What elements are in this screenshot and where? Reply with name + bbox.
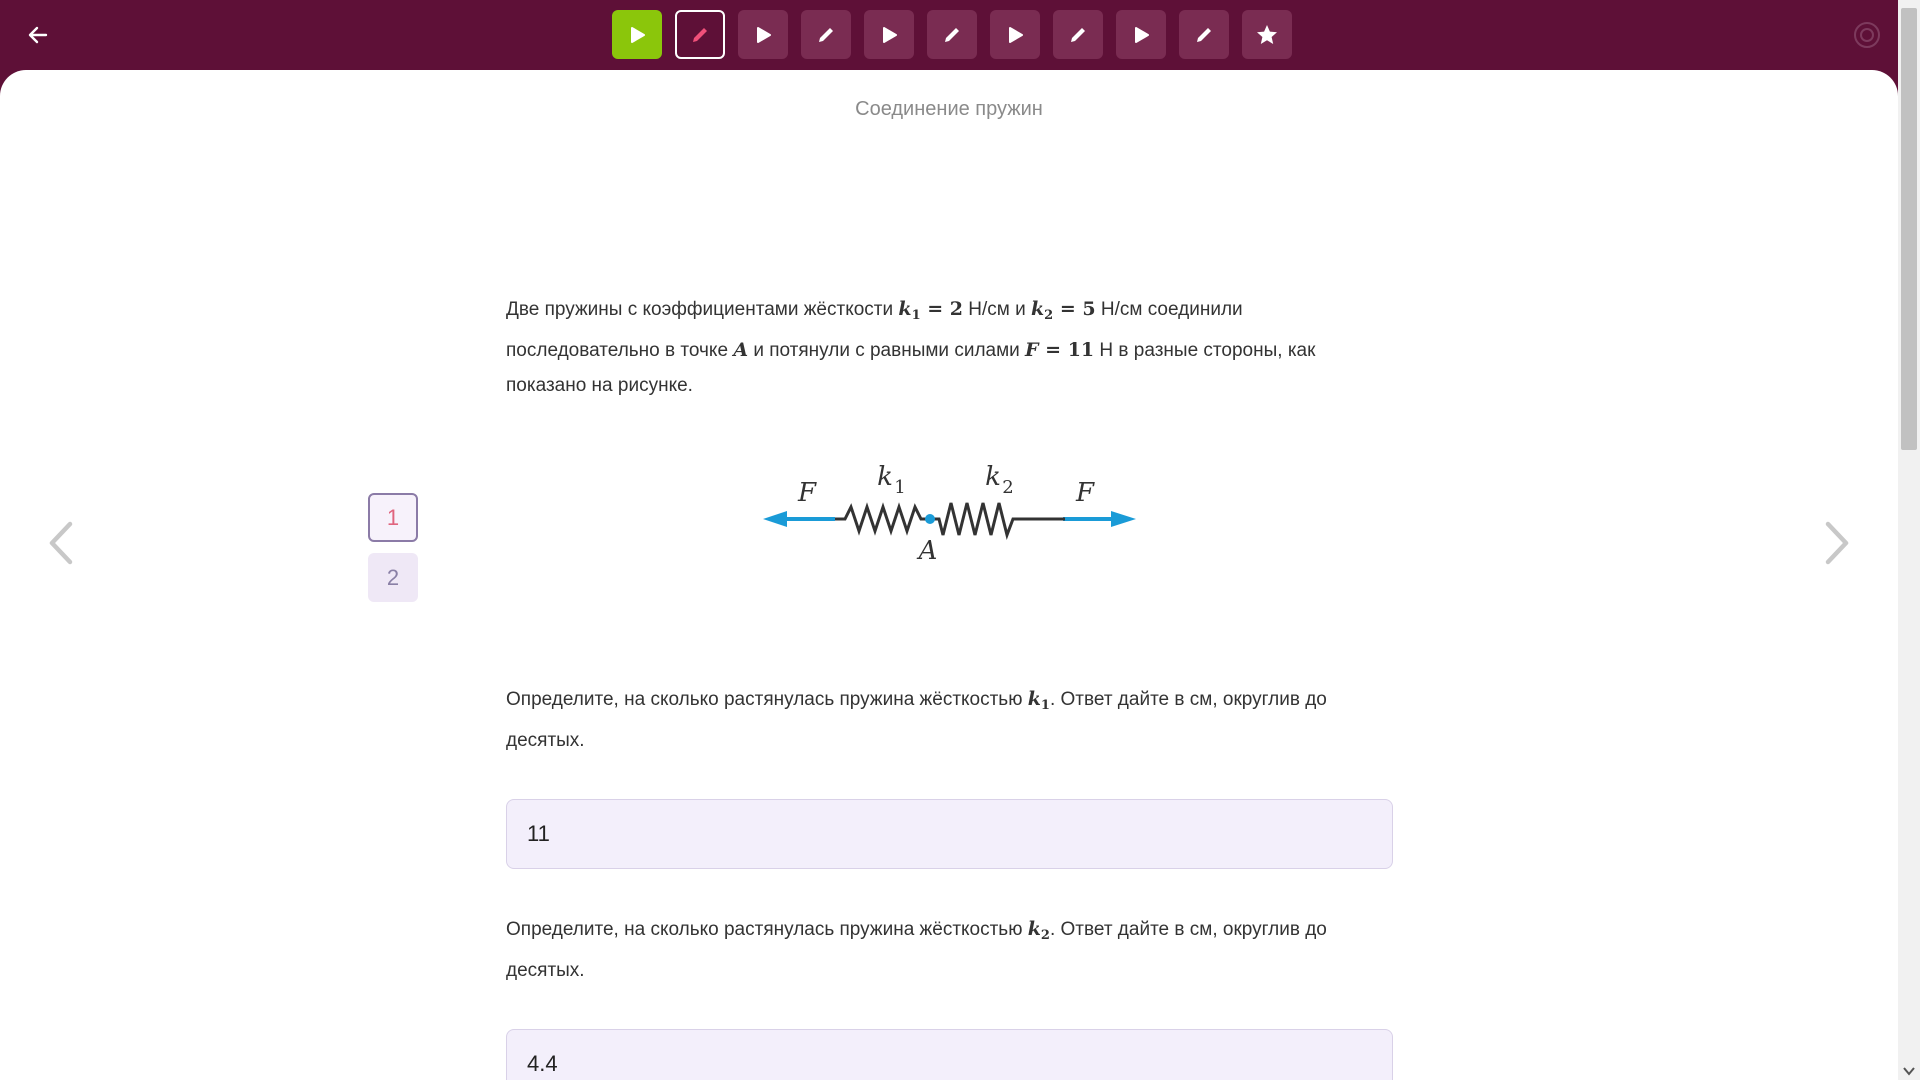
step-6-exercise[interactable] (927, 10, 977, 59)
spring-label-k1: k (877, 462, 893, 492)
play-icon (879, 25, 899, 45)
play-icon (753, 25, 773, 45)
play-icon (1131, 25, 1151, 45)
springs-diagram (755, 455, 1145, 575)
star-icon (1255, 23, 1279, 47)
force-label-right: F (1075, 478, 1095, 508)
point-label-a: A (918, 536, 938, 566)
answer-input-1[interactable]: 11 (506, 799, 1393, 869)
spring-label-k1-sub: 1 (894, 477, 906, 498)
previous-task-button[interactable] (42, 518, 82, 568)
pencil-icon (1193, 24, 1215, 46)
play-icon (627, 25, 647, 45)
step-10-exercise[interactable] (1179, 10, 1229, 59)
pencil-icon (689, 24, 711, 46)
step-7-video[interactable] (990, 10, 1040, 59)
arrow-left-icon (26, 23, 50, 47)
pencil-icon (1067, 24, 1089, 46)
chevron-left-icon (42, 518, 82, 568)
play-icon (1005, 25, 1025, 45)
page-scrollbar[interactable] (1898, 0, 1920, 1080)
lesson-content (0, 70, 1898, 1080)
scrollbar-thumb[interactable] (1901, 8, 1917, 450)
step-2-exercise[interactable] (675, 10, 725, 59)
step-3-video[interactable] (738, 10, 788, 59)
right-arrow-head (1111, 511, 1136, 527)
point-a-marker (925, 514, 935, 524)
task-tab-1[interactable]: 1 (368, 493, 418, 542)
pencil-icon (941, 24, 963, 46)
spring-k2 (930, 503, 1065, 535)
task-tab-2[interactable]: 2 (368, 553, 418, 602)
lesson-title: Соединение пружин (855, 98, 1043, 120)
force-label-left: F (797, 478, 817, 508)
problem-statement: Две пружины с коэффициентами жёсткости $k_1 = 2$ Н/см и $k_2 = 5$ Н/см соединили последовательно в точке A и потянули с равными силами F = 11 Н в разные стороны, как показано на рисунке. (506, 298, 1316, 396)
chevron-right-icon (1816, 518, 1856, 568)
answer-input-2[interactable]: 4.4 (506, 1029, 1393, 1080)
loading-spinner-icon (1854, 22, 1880, 48)
next-task-button[interactable] (1816, 518, 1856, 568)
top-bar (0, 0, 1920, 70)
step-5-video[interactable] (864, 10, 914, 59)
spring-k1 (835, 507, 930, 531)
step-1-video[interactable] (612, 10, 662, 59)
step-4-exercise[interactable] (801, 10, 851, 59)
left-arrow-head (763, 511, 787, 527)
lesson-steps (612, 10, 1292, 59)
question-2-text: Определите, на сколько растянулась пружина жёсткостью $k_2$. Ответ дайте в см, округлив до десятых. (506, 918, 1327, 981)
spring-label-k2: k (985, 462, 1001, 492)
back-button[interactable] (18, 15, 58, 55)
pencil-icon (815, 24, 837, 46)
step-9-video[interactable] (1116, 10, 1166, 59)
step-8-exercise[interactable] (1053, 10, 1103, 59)
question-1-text: Определите, на сколько растянулась пружина жёсткостью $k_1$. Ответ дайте в см, округлив до десятых. (506, 688, 1327, 751)
task-tabs (368, 493, 418, 602)
scroll-down-icon[interactable] (1903, 1066, 1915, 1076)
spring-label-k2-sub: 2 (1002, 477, 1014, 498)
step-11-final[interactable] (1242, 10, 1292, 59)
